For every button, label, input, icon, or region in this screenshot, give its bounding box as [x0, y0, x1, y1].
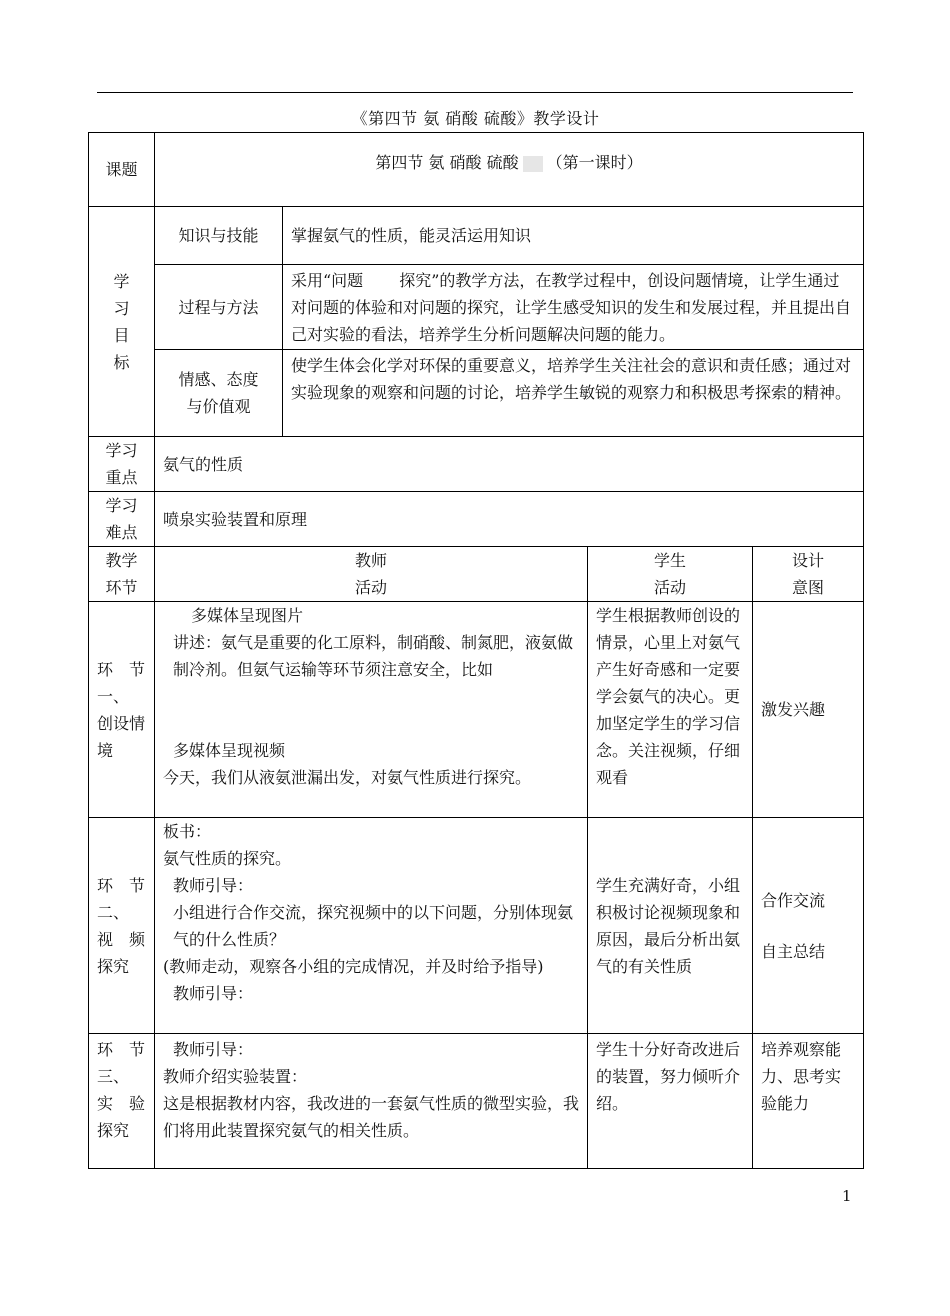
objective-name: 过程与方法: [155, 265, 283, 350]
student-header: 学生 活动: [588, 547, 753, 602]
teacher-activity: 板书： 氨气性质的探究。 教师引导： 小组进行合作交流，探究视频中的以下问题，分别体现氨气的什么性质？ (教师走动，观察各小组的完成情况，并及时给予指导) 教师引导：: [155, 818, 588, 1034]
student-activity: 学生十分好奇改进后的装置，努力倾听介绍。: [588, 1034, 753, 1169]
objective-text: 掌握氨气的性质，能灵活运用知识: [283, 207, 864, 265]
design-intent: 合作交流 自主总结: [753, 818, 864, 1034]
topic-label: 课题: [89, 133, 155, 207]
design-intent: 培养观察能力、思考实验能力: [753, 1034, 864, 1169]
page-title: 《第四节 氨 硝酸 硫酸》教学设计: [351, 109, 600, 128]
objective-name: 知识与技能: [155, 207, 283, 265]
objective-row-knowledge: [89, 207, 864, 265]
student-activity: 学生充满好奇，小组积极讨论视频现象和原因，最后分析出氨气的有关性质: [588, 818, 753, 1034]
objective-name: 情感、态度 与价值观: [155, 350, 283, 437]
objectives-label: 学 习 目 标: [89, 207, 155, 437]
lesson-plan-table: [88, 132, 864, 1169]
stage-row: [89, 602, 864, 818]
objective-text: 采用“问题 探究”的教学方法，在教学过程中，创设问题情境，让学生通过对问题的体验和对问题的探究，让学生感受知识的发生和发展过程，并且提出自己对实验的看法，培养学生分析问题解决问题的能力。: [283, 265, 864, 350]
design-intent: 激发兴趣: [753, 602, 864, 818]
topic-row: [89, 133, 864, 207]
objective-row-process: [89, 265, 864, 350]
stage-header: 教学 环节: [89, 547, 155, 602]
stage-name: 环 节 三、 实 验 探究: [89, 1034, 155, 1169]
page-number: 1: [842, 1187, 852, 1205]
design-header: 设计 意图: [753, 547, 864, 602]
objective-row-values: [89, 350, 864, 437]
header-rule: [97, 92, 853, 93]
teacher-header: 教师 活动: [155, 547, 588, 602]
stage-row: [89, 818, 864, 1034]
objective-text: 使学生体会化学对环保的重要意义，培养学生关注社会的意识和责任感；通过对实验现象的观察和问题的讨论，培养学生敏锐的观察力和积极思考探索的精神。: [283, 350, 864, 437]
teacher-activity: 教师引导： 教师介绍实验装置： 这是根据教材内容，我改进的一套氨气性质的微型实验，我们将用此装置探究氨气的相关性质。: [155, 1034, 588, 1169]
key-point-text: 氨气的性质: [155, 437, 864, 492]
difficulty-text: 喷泉实验装置和原理: [155, 492, 864, 547]
stage-name: 环 节 二、 视 频 探究: [89, 818, 155, 1034]
column-header-row: [89, 547, 864, 602]
teacher-activity: 多媒体呈现图片 讲述：氨气是重要的化工原料，制硝酸、制氮肥，液氨做制冷剂。但氨气运输等环节须注意安全，比如 多媒体呈现视频 今天，我们从液氨泄漏出发，对氨气性质进行探究。: [155, 602, 588, 818]
highlight-mark: [523, 156, 543, 172]
student-activity: 学生根据教师创设的情景，心里上对氨气产生好奇感和一定要学会氨气的决心。更加坚定学生的学习信念。关注视频，仔细观看: [588, 602, 753, 818]
key-point-label: 学习 重点: [89, 437, 155, 492]
difficulty-label: 学习 难点: [89, 492, 155, 547]
difficulty-row: [89, 492, 864, 547]
topic-value: 第四节 氨 硝酸 硫酸 （第一课时）: [155, 133, 864, 207]
stage-name: 环 节 一、 创设情 境: [89, 602, 155, 818]
key-point-row: [89, 437, 864, 492]
stage-row: [89, 1034, 864, 1169]
